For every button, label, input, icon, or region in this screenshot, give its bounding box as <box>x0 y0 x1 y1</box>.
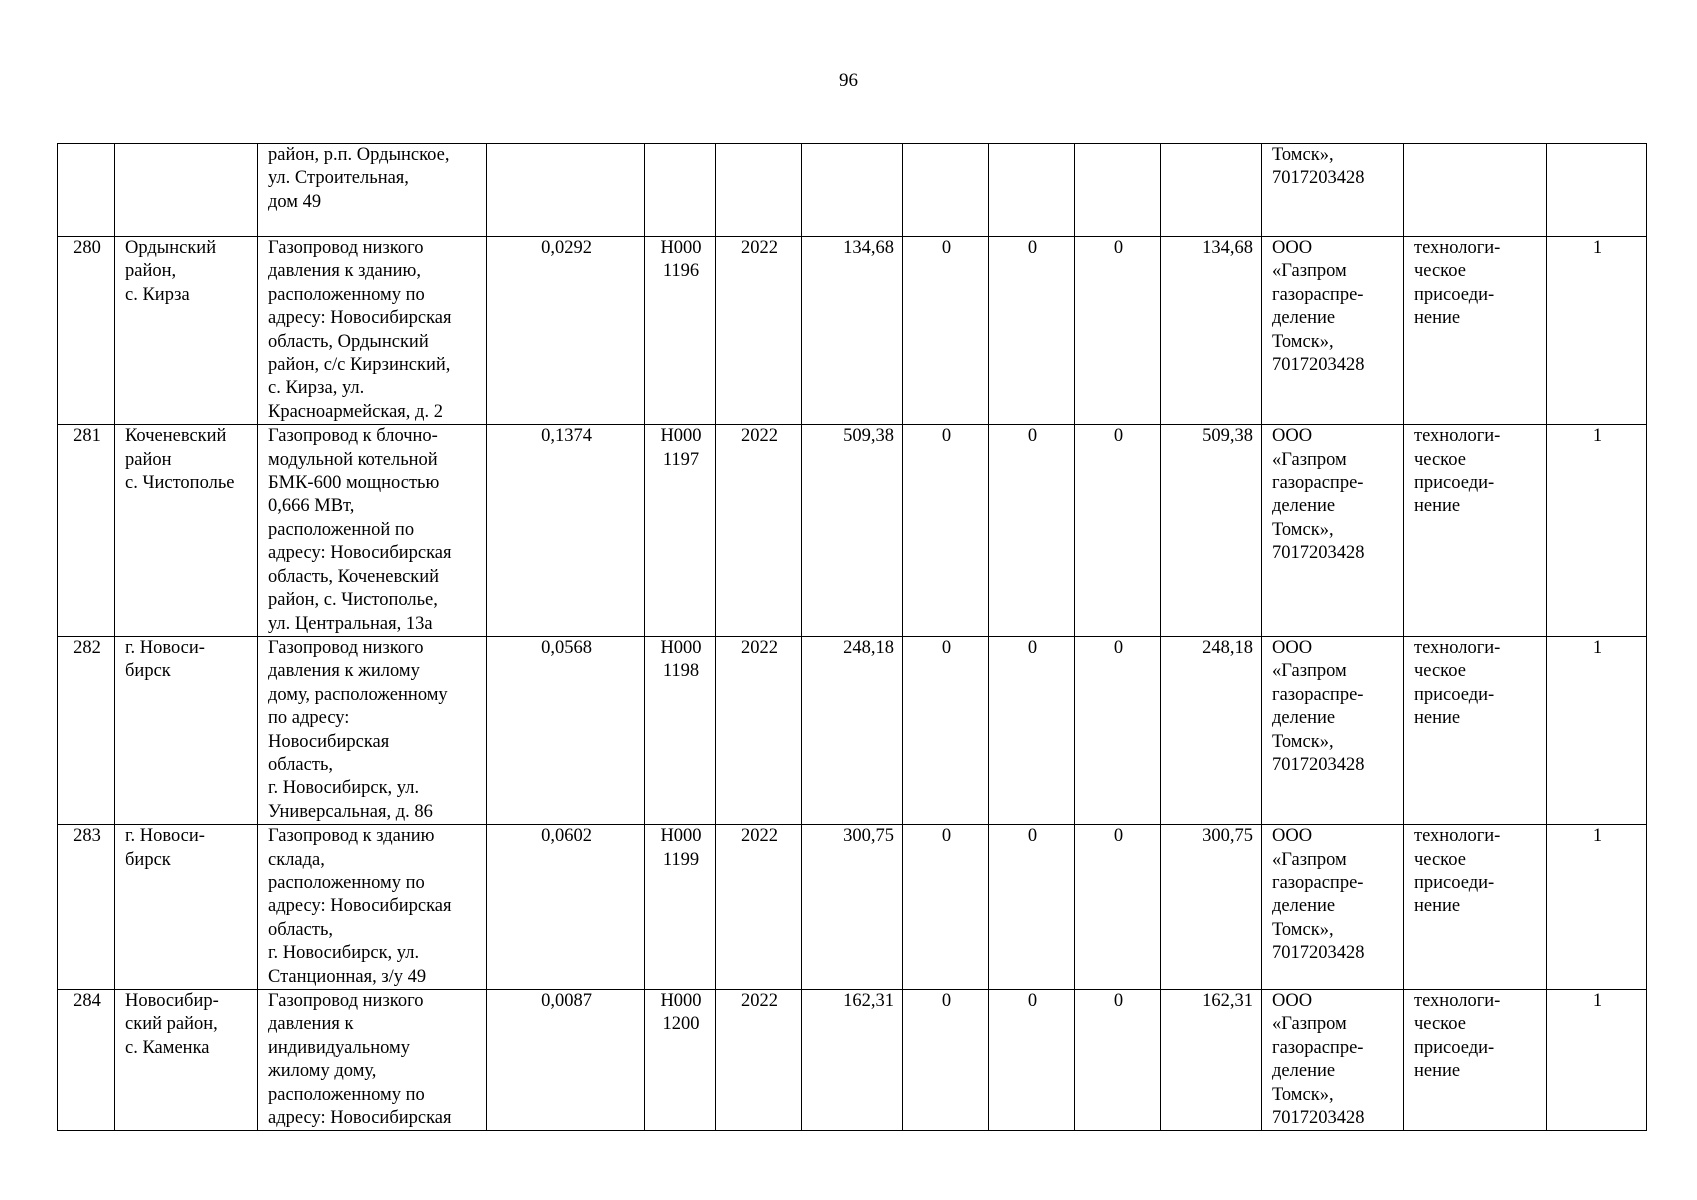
object-description: Газопровод низкого давления к жилому дому, расположенному по адресу: Новосибирская область, г. Новосибирск, ул. Универсальная, д. 86 <box>258 636 487 824</box>
cost-final: 134,68 <box>1161 237 1262 425</box>
value-1: 0 <box>903 636 989 824</box>
table-row <box>58 237 1647 425</box>
year: 2022 <box>716 825 802 990</box>
value-2: 0 <box>989 636 1075 824</box>
year: 2022 <box>716 237 802 425</box>
object-description: Газопровод низкого давления к зданию, расположенному по адресу: Новосибирская область, Ордынский район, с/с Кирзинский, с. Кирза, ул. Красноармейская, д. 2 <box>258 237 487 425</box>
row-number: 281 <box>58 425 115 637</box>
district: г. Новоси- бирск <box>115 825 258 990</box>
value-1 <box>903 144 989 237</box>
cost-total: 162,31 <box>802 990 903 1131</box>
cost-final: 509,38 <box>1161 425 1262 637</box>
district <box>115 144 258 237</box>
quantity: 1 <box>1547 636 1647 824</box>
year <box>716 144 802 237</box>
object-code: Н000 1196 <box>645 237 716 425</box>
district: Ордынский район, с. Кирза <box>115 237 258 425</box>
value-1: 0 <box>903 990 989 1131</box>
value-3: 0 <box>1075 990 1161 1131</box>
table-row <box>58 425 1647 637</box>
organization: Томск», 7017203428 <box>1262 144 1404 237</box>
object-description: Газопровод низкого давления к индивидуальному жилому дому, расположенному по адресу: Новосибирская <box>258 990 487 1131</box>
value-3: 0 <box>1075 825 1161 990</box>
row-number <box>58 144 115 237</box>
value-2 <box>989 144 1075 237</box>
cost-final <box>1161 144 1262 237</box>
year: 2022 <box>716 990 802 1131</box>
table-row <box>58 636 1647 824</box>
object-code: Н000 1200 <box>645 990 716 1131</box>
value-2: 0 <box>989 825 1075 990</box>
purpose: технологи- ческое присоеди- нение <box>1404 237 1547 425</box>
quantity: 1 <box>1547 425 1647 637</box>
quantity <box>1547 144 1647 237</box>
page-number: 96 <box>839 70 858 91</box>
object-code: Н000 1197 <box>645 425 716 637</box>
cost-total: 509,38 <box>802 425 903 637</box>
value-3: 0 <box>1075 425 1161 637</box>
value-2: 0 <box>989 990 1075 1131</box>
purpose: технологи- ческое присоеди- нение <box>1404 990 1547 1131</box>
year: 2022 <box>716 636 802 824</box>
value-3 <box>1075 144 1161 237</box>
table-row <box>58 990 1647 1131</box>
row-number: 280 <box>58 237 115 425</box>
length: 0,1374 <box>487 425 645 637</box>
district: г. Новоси- бирск <box>115 636 258 824</box>
object-description: район, р.п. Ордынское, ул. Строительная, дом 49 <box>258 144 487 237</box>
district: Коченевский район с. Чистополье <box>115 425 258 637</box>
cost-final: 162,31 <box>1161 990 1262 1131</box>
value-2: 0 <box>989 425 1075 637</box>
table-row <box>58 144 1647 237</box>
purpose: технологи- ческое присоеди- нение <box>1404 425 1547 637</box>
purpose <box>1404 144 1547 237</box>
object-code: Н000 1198 <box>645 636 716 824</box>
data-table <box>57 143 1647 1131</box>
object-description: Газопровод к зданию склада, расположенному по адресу: Новосибирская область, г. Новосибирск, ул. Станционная, з/у 49 <box>258 825 487 990</box>
length: 0,0568 <box>487 636 645 824</box>
value-2: 0 <box>989 237 1075 425</box>
row-number: 284 <box>58 990 115 1131</box>
district: Новосибир- ский район, с. Каменка <box>115 990 258 1131</box>
length: 0,0087 <box>487 990 645 1131</box>
purpose: технологи- ческое присоеди- нение <box>1404 636 1547 824</box>
value-1: 0 <box>903 425 989 637</box>
object-code: Н000 1199 <box>645 825 716 990</box>
length: 0,0602 <box>487 825 645 990</box>
organization: ООО «Газпром газораспре- деление Томск», 7017203428 <box>1262 237 1404 425</box>
cost-total: 248,18 <box>802 636 903 824</box>
cost-final: 300,75 <box>1161 825 1262 990</box>
cost-total <box>802 144 903 237</box>
organization: ООО «Газпром газораспре- деление Томск», 7017203428 <box>1262 425 1404 637</box>
row-number: 282 <box>58 636 115 824</box>
value-3: 0 <box>1075 636 1161 824</box>
length: 0,0292 <box>487 237 645 425</box>
organization: ООО «Газпром газораспре- деление Томск», 7017203428 <box>1262 990 1404 1131</box>
value-3: 0 <box>1075 237 1161 425</box>
quantity: 1 <box>1547 237 1647 425</box>
cost-total: 134,68 <box>802 237 903 425</box>
cost-total: 300,75 <box>802 825 903 990</box>
purpose: технологи- ческое присоеди- нение <box>1404 825 1547 990</box>
value-1: 0 <box>903 237 989 425</box>
row-number: 283 <box>58 825 115 990</box>
cost-final: 248,18 <box>1161 636 1262 824</box>
length <box>487 144 645 237</box>
quantity: 1 <box>1547 990 1647 1131</box>
object-code <box>645 144 716 237</box>
organization: ООО «Газпром газораспре- деление Томск», 7017203428 <box>1262 825 1404 990</box>
quantity: 1 <box>1547 825 1647 990</box>
year: 2022 <box>716 425 802 637</box>
organization: ООО «Газпром газораспре- деление Томск», 7017203428 <box>1262 636 1404 824</box>
value-1: 0 <box>903 825 989 990</box>
object-description: Газопровод к блочно- модульной котельной БМК-600 мощностью 0,666 МВт, расположенной по адресу: Новосибирская область, Коченевский район, с. Чистополье, ул. Центральная, 13а <box>258 425 487 637</box>
table-row <box>58 825 1647 990</box>
